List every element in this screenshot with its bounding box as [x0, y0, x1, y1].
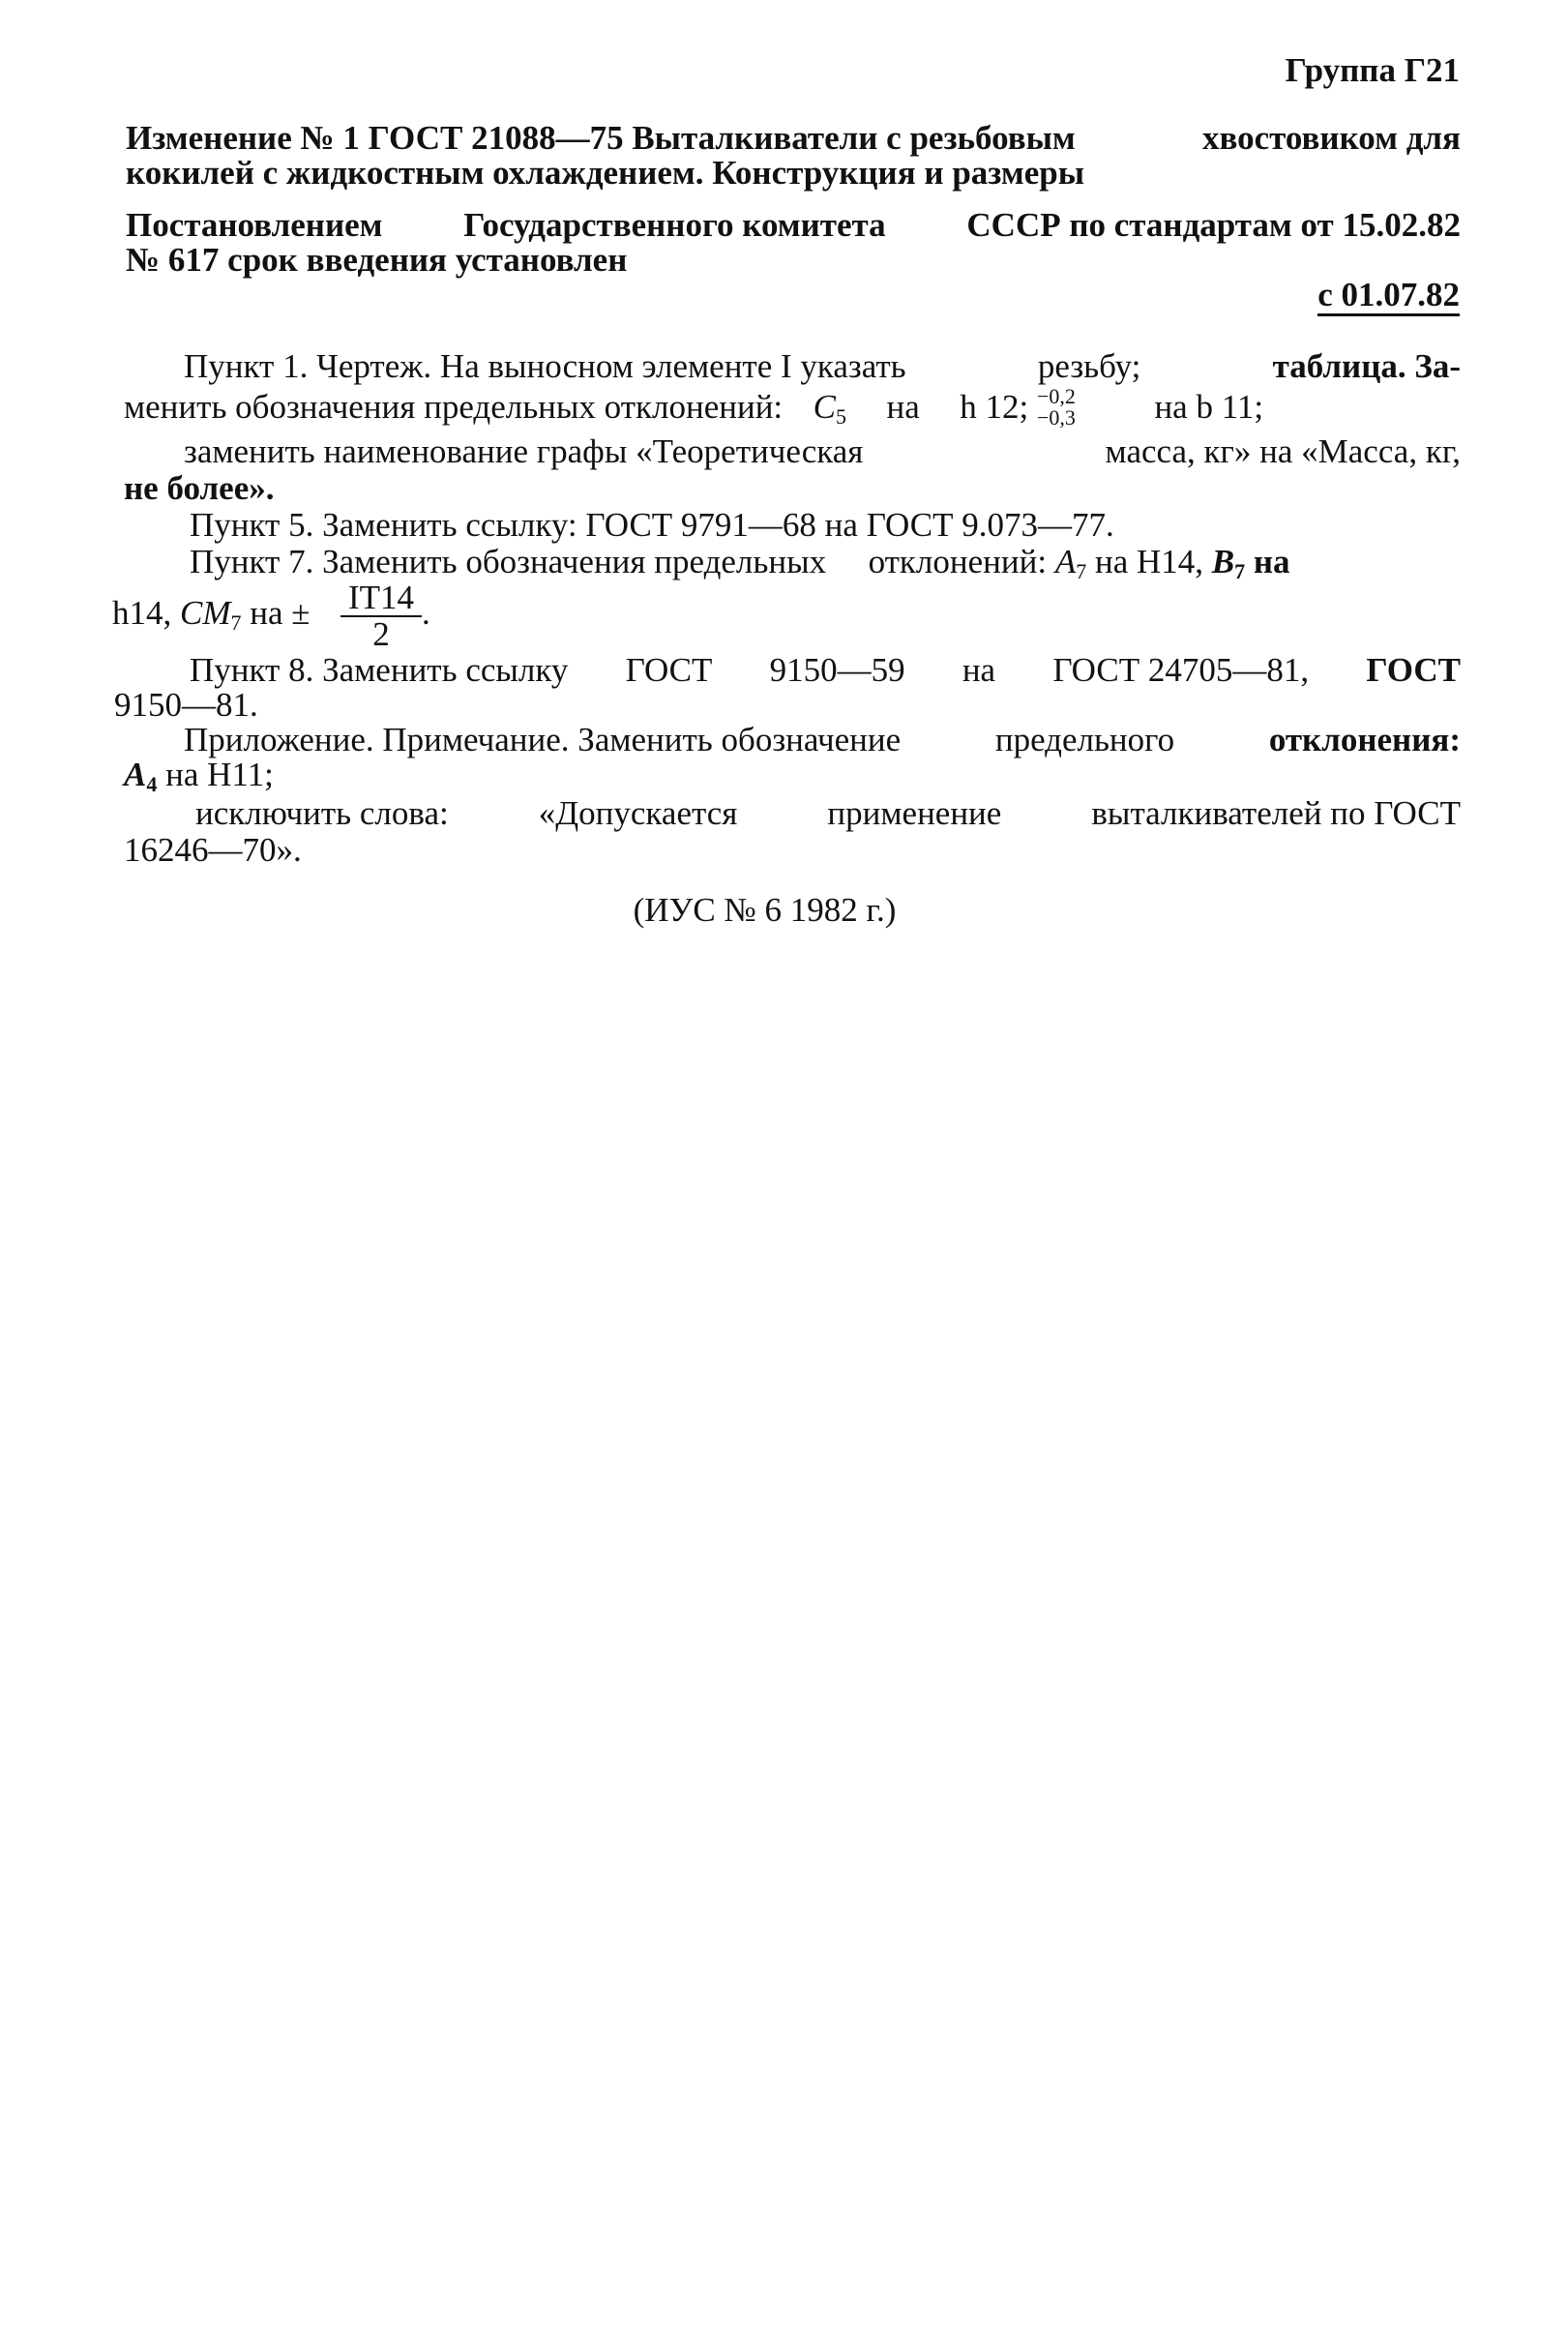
- appendix-var-a: A: [124, 756, 147, 793]
- tolerance-lower: −0,3: [1037, 404, 1076, 430]
- appendix-l3-b: «Допускается: [538, 794, 738, 832]
- appendix-l3-c: применение: [827, 794, 1002, 832]
- p7-var-b-sub: 7: [1234, 559, 1246, 583]
- title-text-a: Изменение № 1 ГОСТ 21088—75 Выталкиватели с резьбовым: [126, 119, 1076, 157]
- p1-l2-b: на: [886, 388, 920, 426]
- it14-fraction: [340, 580, 422, 652]
- p1-l1-b: резьбу;: [1037, 347, 1141, 385]
- p7-l1-b: отклонений:: [868, 543, 1048, 580]
- decree-text-b: Государственного комитета: [463, 206, 886, 244]
- p1-l3-a: заменить наименование графы «Теоретическая: [184, 432, 864, 470]
- p1-var-c-sub: 5: [836, 404, 847, 429]
- effective-date-text: с 01.07.82: [1317, 276, 1460, 316]
- appendix-l3-a: исключить слова:: [195, 794, 449, 832]
- p7-var-a: A: [1054, 543, 1077, 580]
- title-text-b: хвостовиком для: [1201, 119, 1461, 157]
- p1-line-2: [124, 383, 1461, 430]
- p8-line-2: 9150—81.: [114, 686, 258, 724]
- p8-l1-b: ГОСТ: [625, 651, 713, 689]
- tolerance-upper: −0,2: [1037, 383, 1076, 408]
- appendix-line-4: 16246—70».: [124, 831, 302, 869]
- decree-text-c: СССР по стандартам от 15.02.82: [966, 206, 1461, 244]
- group-label: Группа Г21: [1285, 51, 1460, 89]
- p8-l1-f: ГОСТ: [1366, 651, 1461, 689]
- p7-line-1: [190, 542, 1461, 582]
- p7-var-cm-sub: 7: [230, 610, 242, 636]
- appendix-l1-c: отклонения:: [1268, 721, 1461, 758]
- appendix-line-2: [124, 755, 274, 795]
- p7-var-b: B: [1211, 543, 1235, 580]
- fraction-numerator: IT14: [340, 580, 422, 617]
- p8-l1-d: на: [962, 651, 996, 689]
- title-line-2: кокилей с жидкостным охлаждением. Конструкция и размеры: [126, 154, 1085, 192]
- p1-l1-c: таблица. За-: [1272, 347, 1461, 385]
- p1-l1-a: Пункт 1. Чертеж. На выносном элементе I указать: [184, 347, 906, 385]
- p1-line-1: [184, 346, 1461, 387]
- p1-l2-c: h 12;: [960, 388, 1029, 426]
- p7-l1-c: на H14,: [1094, 543, 1204, 580]
- appendix-l2-b: на H11;: [165, 756, 274, 793]
- p1-line-3: [184, 431, 1461, 472]
- p7-var-cm: CM: [180, 594, 231, 633]
- p7-var-a-sub: 7: [1076, 559, 1087, 583]
- tolerance-stack: [1037, 383, 1076, 430]
- p8-line-1: [190, 650, 1461, 691]
- p7-l1-d: на: [1253, 543, 1290, 580]
- p1-l3-b: масса, кг» на «Масса, кг,: [1105, 432, 1461, 470]
- p1-var-c: C: [813, 388, 837, 426]
- p7-l1-a: Пункт 7. Заменить обозначения предельных: [190, 543, 827, 580]
- decree-text-a: Постановлением: [126, 206, 383, 244]
- p7-l2-a: h14,: [112, 594, 172, 633]
- appendix-l1-a: Приложение. Примечание. Заменить обозначение: [184, 721, 902, 758]
- appendix-line-3: [195, 793, 1461, 834]
- p1-l2-a: менить обозначения предельных отклонений:: [124, 388, 784, 426]
- appendix-var-a-sub: 4: [146, 772, 158, 796]
- fraction-denominator: 2: [372, 615, 390, 653]
- p1-line-4: не более».: [124, 469, 275, 507]
- p8-l1-c: 9150—59: [769, 651, 905, 689]
- p8-l1-e: ГОСТ 24705—81,: [1052, 651, 1310, 689]
- ius-footer: (ИУС № 6 1982 г.): [633, 891, 897, 929]
- appendix-l1-b: предельного: [994, 721, 1175, 758]
- p7-l2-b: на ±: [250, 594, 311, 633]
- appendix-line-1: [184, 720, 1461, 760]
- decree-line-2: № 617 срок введения установлен: [126, 241, 628, 279]
- effective-date: [1317, 275, 1460, 315]
- p5-line: Пункт 5. Заменить ссылку: ГОСТ 9791—68 на ГОСТ 9.073—77.: [190, 506, 1114, 544]
- appendix-l3-d: выталкивателей по ГОСТ: [1091, 794, 1461, 832]
- p7-line-2: [112, 580, 430, 652]
- p8-l1-a: Пункт 8. Заменить ссылку: [190, 651, 569, 689]
- p1-l2-d: на b 11;: [1154, 388, 1264, 426]
- p7-l2-end: .: [422, 594, 430, 633]
